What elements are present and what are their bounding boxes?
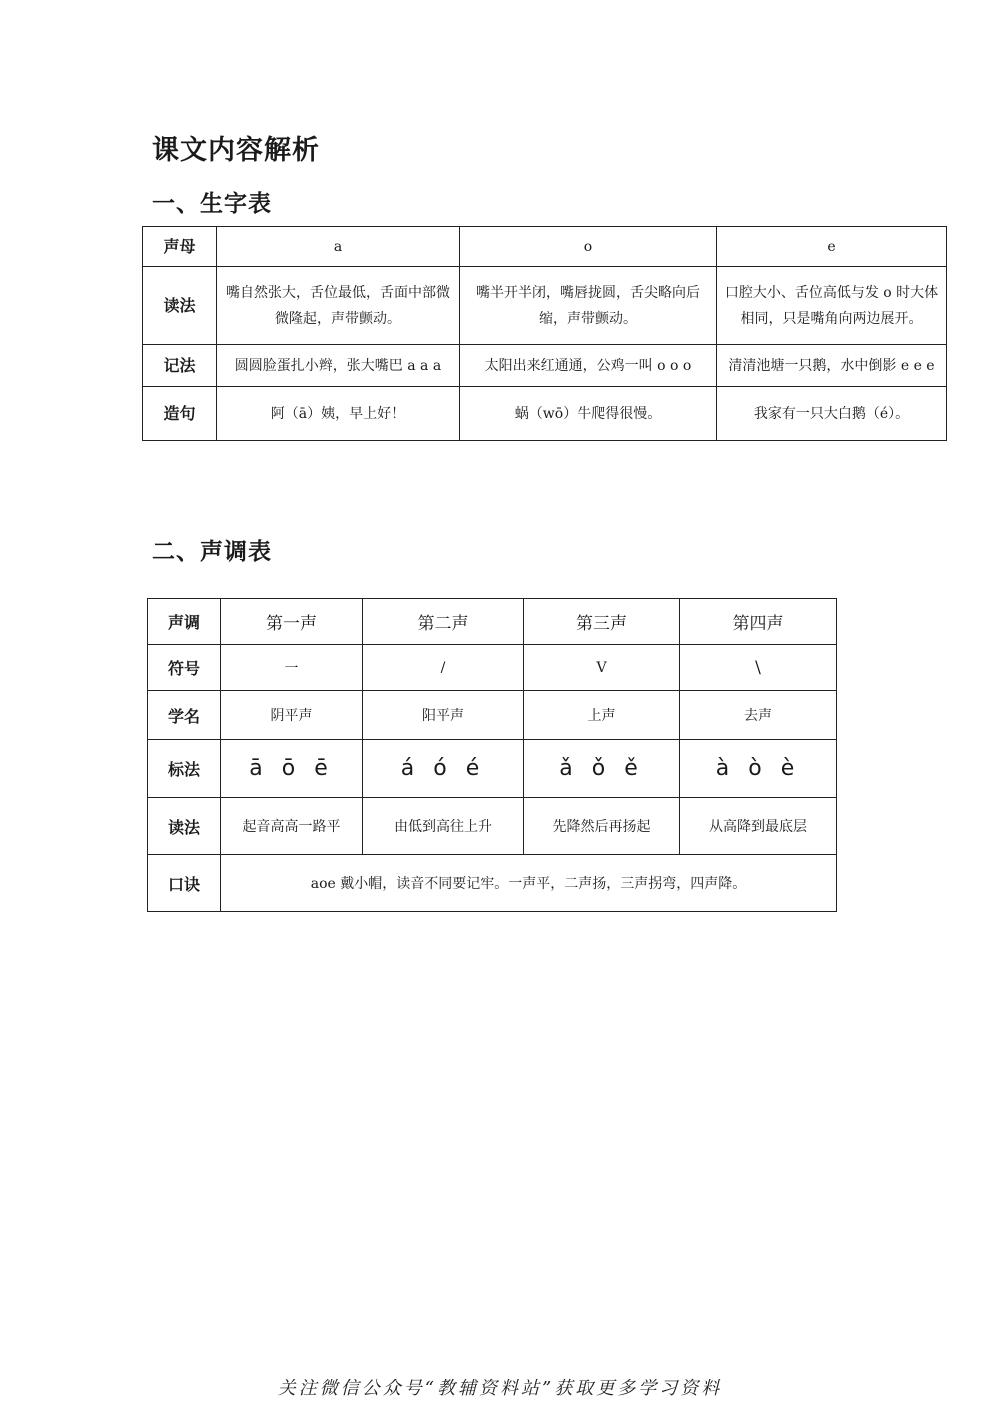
table-cell: / <box>363 645 524 691</box>
table-cell: V <box>524 645 680 691</box>
table-cell: o <box>460 227 717 267</box>
table-cell: 第二声 <box>363 599 524 645</box>
tone-table <box>147 598 837 912</box>
row-header: 符号 <box>148 645 221 691</box>
table-row <box>143 345 947 387</box>
table-row <box>143 387 947 441</box>
table-cell: 阿（ā）姨，早上好！ <box>217 387 460 441</box>
table-row <box>148 645 837 691</box>
row-header: 学名 <box>148 691 221 740</box>
table-cell: ā ō ē <box>221 740 363 798</box>
row-header: 声母 <box>143 227 217 267</box>
table-cell: 太阳出来红通通，公鸡一叫 o o o <box>460 345 717 387</box>
table-cell: 先降然后再扬起 <box>524 798 680 855</box>
table-cell: \ <box>680 645 837 691</box>
row-header: 造句 <box>143 387 217 441</box>
table-cell: 去声 <box>680 691 837 740</box>
section-title-letter-table: 一、生字表 <box>152 191 272 217</box>
table-cell: à ò è <box>680 740 837 798</box>
row-header: 口诀 <box>148 855 221 912</box>
table-cell: 口腔大小、舌位高低与发 o 时大体相同，只是嘴角向两边展开。 <box>717 267 947 345</box>
table-cell: 一 <box>221 645 363 691</box>
table-cell: aoe 戴小帽，读音不同要记牢。一声平，二声扬，三声拐弯，四声降。 <box>221 855 837 912</box>
table-cell: 阳平声 <box>363 691 524 740</box>
table-cell: 上声 <box>524 691 680 740</box>
table-row <box>148 599 837 645</box>
table-cell: á ó é <box>363 740 524 798</box>
table-cell: 嘴半开半闭，嘴唇拢圆，舌尖略向后缩，声带颤动。 <box>460 267 717 345</box>
table-row <box>148 740 837 798</box>
table-row <box>143 267 947 345</box>
table-cell: 从高降到最底层 <box>680 798 837 855</box>
section-title-tone-table: 二、声调表 <box>152 539 272 565</box>
row-header: 标法 <box>148 740 221 798</box>
table-row <box>143 227 947 267</box>
table-row <box>148 691 837 740</box>
table-row <box>148 855 837 912</box>
row-header: 记法 <box>143 345 217 387</box>
row-header: 读法 <box>143 267 217 345</box>
table-cell: 蜗（wō）牛爬得很慢。 <box>460 387 717 441</box>
table-cell: 嘴自然张大，舌位最低，舌面中部微微隆起，声带颤动。 <box>217 267 460 345</box>
letter-table <box>142 226 947 441</box>
table-cell: 清清池塘一只鹅，水中倒影 e e e <box>717 345 947 387</box>
footer-note: 关注微信公众号“教辅资料站”获取更多学习资料 <box>277 1378 723 1399</box>
table-cell: 我家有一只大白鹅（é）。 <box>717 387 947 441</box>
row-header: 读法 <box>148 798 221 855</box>
table-cell: ǎ ǒ ě <box>524 740 680 798</box>
table-cell: 由低到高往上升 <box>363 798 524 855</box>
table-cell: a <box>217 227 460 267</box>
table-cell: e <box>717 227 947 267</box>
table-cell: 阴平声 <box>221 691 363 740</box>
page-title: 课文内容解析 <box>152 135 320 166</box>
table-cell: 第四声 <box>680 599 837 645</box>
row-header: 声调 <box>148 599 221 645</box>
table-row <box>148 798 837 855</box>
table-cell: 起音高高一路平 <box>221 798 363 855</box>
table-cell: 第三声 <box>524 599 680 645</box>
table-cell: 第一声 <box>221 599 363 645</box>
table-cell: 圆圆脸蛋扎小辫，张大嘴巴 a a a <box>217 345 460 387</box>
